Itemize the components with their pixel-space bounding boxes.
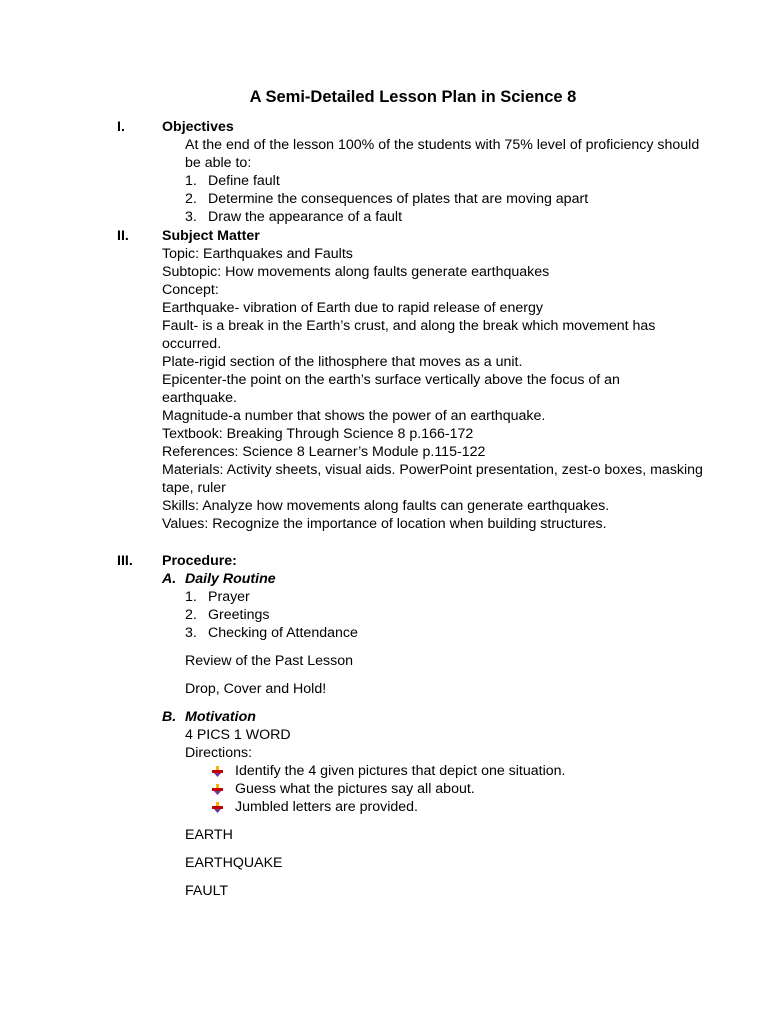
item-number: 3. [185, 209, 197, 225]
section-numeral: III. [117, 553, 133, 569]
definition-epicenter: Epicenter-the point on the earth’s surface vertically above the focus of an earthquake. [162, 372, 620, 406]
list-item [162, 588, 722, 606]
answer-word: EARTHQUAKE [185, 855, 283, 871]
item-text: Define fault [208, 173, 280, 189]
arrow-bullet-icon [212, 784, 223, 795]
subsection-daily-routine [162, 570, 722, 588]
item-text: Prayer [208, 589, 250, 605]
drill-line: Drop, Cover and Hold! [185, 681, 327, 697]
arrow-bullet-icon [212, 802, 223, 813]
arrow-bullet-icon [212, 766, 223, 777]
review-line: Review of the Past Lesson [185, 653, 353, 669]
directions-label: Directions: [185, 745, 253, 761]
item-number: 3. [185, 625, 197, 641]
subtopic-line: Subtopic: How movements along faults generate earthquakes [162, 264, 550, 280]
item-number: 1. [185, 173, 197, 189]
bullet-text: Identify the 4 given pictures that depict one situation. [235, 763, 566, 779]
item-text: Checking of Attendance [208, 625, 358, 641]
objectives-intro: At the end of the lesson 100% of the students with 75% level of proficiency should be able to: [185, 137, 700, 171]
definition-plate: Plate-rigid section of the lithosphere that moves as a unit. [162, 354, 523, 370]
bullet-text: Jumbled letters are provided. [235, 799, 418, 815]
section-numeral: II. [117, 228, 129, 244]
topic-line: Topic: Earthquakes and Faults [162, 246, 353, 262]
answer-word: EARTH [185, 827, 233, 843]
section-numeral: I. [117, 119, 125, 135]
bullet-item [162, 780, 722, 798]
definition-magnitude: Magnitude-a number that shows the power of an earthquake. [162, 408, 546, 424]
bullet-item [162, 762, 722, 780]
textbook-line: Textbook: Breaking Through Science 8 p.166-172 [162, 426, 474, 442]
bullet-text: Guess what the pictures say all about. [235, 781, 475, 797]
list-item [162, 624, 722, 642]
subsection-letter: A. [162, 571, 177, 587]
section-heading: Procedure: [162, 553, 237, 569]
concept-label: Concept: [162, 282, 219, 298]
list-item [162, 606, 722, 624]
values-line: Values: Recognize the importance of location when building structures. [162, 516, 607, 532]
skills-line: Skills: Analyze how movements along faults can generate earthquakes. [162, 498, 610, 514]
definition-earthquake: Earthquake- vibration of Earth due to rapid release of energy [162, 300, 543, 316]
subsection-heading: Daily Routine [185, 571, 276, 587]
section-heading: Subject Matter [162, 228, 260, 244]
game-title: 4 PICS 1 WORD [185, 727, 291, 743]
item-text: Greetings [208, 607, 270, 623]
materials-line: Materials: Activity sheets, visual aids. PowerPoint presentation, zest-o boxes, masking tape, ruler [162, 462, 703, 496]
item-text: Determine the consequences of plates that are moving apart [208, 191, 589, 207]
definition-fault: Fault- is a break in the Earth’s crust, and along the break which movement has occurred. [162, 318, 656, 352]
item-number: 2. [185, 607, 197, 623]
section-heading: Objectives [162, 119, 234, 135]
list-item [162, 190, 722, 208]
bullet-item [162, 798, 722, 816]
references-line: References: Science 8 Learner’s Module p.115-122 [162, 444, 486, 460]
item-text: Draw the appearance of a fault [208, 209, 403, 225]
answer-word: FAULT [185, 883, 229, 899]
item-number: 1. [185, 589, 197, 605]
item-number: 2. [185, 191, 197, 207]
list-item [162, 172, 722, 190]
subsection-heading: Motivation [185, 709, 256, 725]
subsection-motivation [162, 708, 722, 726]
document-title: A Semi-Detailed Lesson Plan in Science 8 [249, 88, 577, 106]
list-item [162, 208, 722, 226]
subsection-letter: B. [162, 709, 177, 725]
